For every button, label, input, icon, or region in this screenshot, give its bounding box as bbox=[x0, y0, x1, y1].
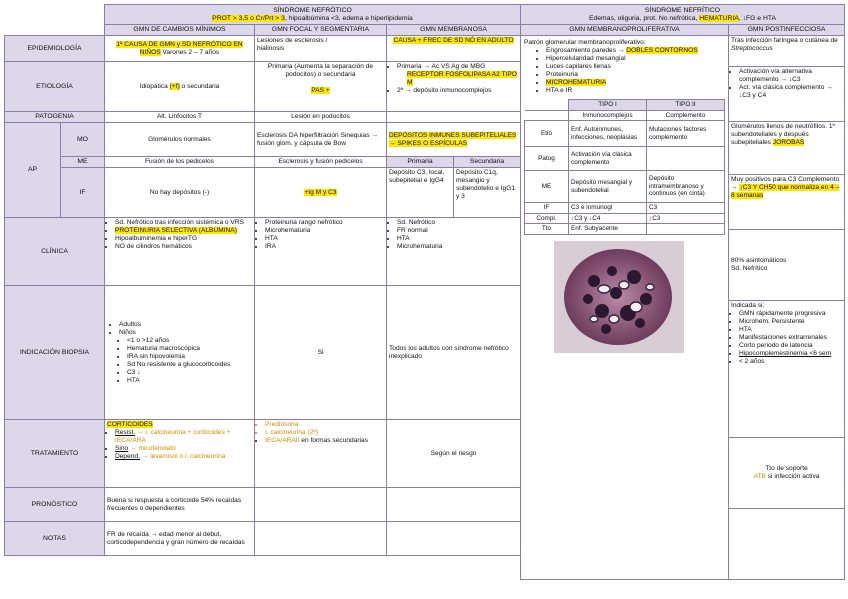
if-primaria: Depósito C3, local, subepitelial e IgG4 bbox=[387, 168, 454, 218]
etio-membranosa: • Primaria → Ac VS Ag de MBG RECEPTOR FOSFOLIPASA A2 TIPO M • 2ª → depósito inmunocomplejos bbox=[387, 62, 521, 112]
col-focal-segmentaria: GMN FOCAL Y SEGMENTARIA bbox=[255, 25, 387, 36]
pron-cambios-minimos: Buena si respuesta a corticoide 54% recaídas frecuentes o dependientes bbox=[105, 488, 255, 522]
tipo-2-cell: C3 bbox=[647, 203, 725, 214]
tipo-1-cell: Activación vía clásica complemento bbox=[569, 147, 647, 171]
tipo-row bbox=[525, 121, 725, 147]
ap-mo-label: MO bbox=[61, 123, 105, 157]
glomerulus-micrograph bbox=[554, 241, 684, 353]
nefritico-header bbox=[521, 5, 845, 25]
tipo-row bbox=[525, 224, 725, 235]
row-notas: NOTAS bbox=[5, 522, 105, 556]
tipo-row-label: IF bbox=[525, 203, 569, 214]
nefrotico-table bbox=[4, 4, 521, 556]
clinica-item: • Hipoalbuminemia e hiperTG bbox=[115, 235, 252, 243]
row-clinica: CLÍNICA bbox=[5, 218, 105, 286]
etio-focal: Primaria (Aumenta la separación de podocitos) o secundaria PAS + bbox=[255, 62, 387, 112]
pi-biopsia: Indicada si; • GMN rápidamente progresiva • Microhem. Persistente • HTA • Manifestaciones extrarrenales • Corto periodo de latencia • Hipocomplemestinemia <6 sem • < 2 años bbox=[729, 301, 845, 438]
clinica-list bbox=[107, 219, 252, 251]
pi-pronostico-notas bbox=[729, 509, 845, 580]
nefritico-subtitle: Edemas, oliguria, prot. No nefrótica, HEMATURIA, ↓FG e HTA bbox=[588, 14, 777, 22]
bio-membranosa: Todos los adultos con síndrome nefrótico inexplicado bbox=[387, 286, 521, 420]
tipo-1-cell: Enf. Autoinmunes, infecciones, neoplasias bbox=[569, 121, 647, 147]
membranoproliferativa-cell: Patrón glomerular membranoproliferativo: • Engrosamiento paredes → DOBLES CONTORNOS • Hipercelularidad mesangial • Luces capilares llenas • Proteinuria • MICROHEMATURIA • HTA e IR TIPO I TIPO II Inmunocomplejos Complemento Etio Enf. Autoinmunes, infecciones, neoplasias Mutaciones factores complemento Patog Activación vía clásica complemento ME Depósito mesangial y subendotelial Depósito intramembranoso y continuos (en cinta) IF C3 e inmunogl C3 Compl. ↓C3 y ↓C4 ↓C3 Tto Enf. Subyacente bbox=[521, 36, 729, 580]
mp-pattern-item: • Luces capilares llenas bbox=[546, 63, 725, 71]
epi-cambios-minimos: 1ª CAUSA DE GMN y SD NEFRÓTICO EN NIÑOS Varones 2 – 7 años bbox=[105, 36, 255, 62]
me-primaria: Primaria bbox=[387, 157, 454, 168]
clin-membranosa: • Sd. Nefrótico • FR normal • HTA • Microhematuria bbox=[387, 218, 521, 286]
notas-focal bbox=[255, 522, 387, 556]
tipo-rows bbox=[525, 110, 725, 234]
tipo-1-cell: C3 e inmunogl bbox=[569, 203, 647, 214]
tipo-2-cell: Depósito intramembranoso y continuos (en cinta) bbox=[647, 171, 725, 203]
tipo-row bbox=[525, 147, 725, 171]
clinica-item: • PROTEINURIA SELECTIVA (ALBÚMINA) bbox=[115, 227, 252, 235]
pi-if: Muy positivos para C3 Complemento → ↓C3 Y CH50 que normaliza en 4 – 8 semanas bbox=[729, 175, 845, 230]
if-cambios-minimos: No hay depósitos (-) bbox=[105, 168, 255, 218]
tipo-row bbox=[525, 213, 725, 224]
etio-cambios-minimos: Idiopática (+f) o secundaria bbox=[105, 62, 255, 112]
mo-cambios-minimos: Glomérulos normales bbox=[105, 123, 255, 157]
nefrotico-subtitle: PROT > 3,5 o Cr/Prt > 3, hipoalbúmina <3, edema e hiperlipidemia bbox=[212, 14, 413, 22]
tipo-2-header: TIPO II bbox=[647, 100, 725, 111]
pi-tratamiento: Tto de soporte ATB si infección activa bbox=[729, 438, 845, 509]
tipo-row bbox=[525, 203, 725, 214]
pron-membranosa bbox=[387, 488, 521, 522]
pi-etiologia: • Activación vía alternativa complemento → ↓C3 • Act. vía clásica complemento → ↓C3 y C4 bbox=[729, 67, 845, 122]
mp-pattern-item: • Engrosamiento paredes → DOBLES CONTORNOS bbox=[546, 47, 725, 55]
nefrotico-title: SÍNDROME NEFRÓTICO bbox=[273, 6, 352, 14]
row-pronostico: PRONÓSTICO bbox=[5, 488, 105, 522]
me-secundaria: Secundaria bbox=[454, 157, 521, 168]
tipo-1-header: TIPO I bbox=[569, 100, 647, 111]
mo-membranosa: DEPÓSITOS INMUNES SUBEPITELIALES → SPIKES O ESPÍCULAS bbox=[387, 123, 521, 157]
tipo-row bbox=[525, 110, 725, 121]
col-membranoproliferativa: GMN MEMBRANOPROLIFERATIVA bbox=[521, 25, 729, 36]
tipo-row-label: Patog bbox=[525, 147, 569, 171]
me-focal: Esclerosis y fusión pedicelos bbox=[255, 157, 387, 168]
mp-pattern-item: • Proteinuria bbox=[546, 71, 725, 79]
notas-cambios-minimos: FR de recaída → edad menor al debut, corticodependencia y gran número de recaídas bbox=[105, 522, 255, 556]
tipo-row bbox=[525, 171, 725, 203]
tipo-2-cell: ↓C3 bbox=[647, 213, 725, 224]
row-epidemiologia: EPIDEMIOLOGÍA bbox=[5, 36, 105, 62]
tipo-2-cell: Complemento bbox=[647, 110, 725, 121]
tipo-2-cell bbox=[647, 224, 725, 235]
me-cambios-minimos: Fusión de los pedicelos bbox=[105, 157, 255, 168]
pron-focal bbox=[255, 488, 387, 522]
tto-cambios-minimos: CORTICOIDES • Resist. → i. calcineurina + corticoides + IECA/ARA • Sino → micofenolato • Depend. → levamisol o i. calcineurina bbox=[105, 420, 255, 488]
row-ap: AP bbox=[5, 123, 61, 218]
bio-cambios-minimos: • Adultos • Niños • <1 o >12 años • Hematuria macroscópica • IRA sin hipovolemia • Sd No resistente a glucocorticoides • C3 ↓ • HTA bbox=[105, 286, 255, 420]
tipo-row-label: Tto bbox=[525, 224, 569, 235]
tipo-row-label: Etio bbox=[525, 121, 569, 147]
tipo-row-label: Compl. bbox=[525, 213, 569, 224]
mp-pattern-list bbox=[524, 47, 725, 95]
pat-cambios-minimos: Alt. Linfocitos T bbox=[105, 112, 255, 123]
row-tratamiento: TRATAMIENTO bbox=[5, 420, 105, 488]
notas-membranosa bbox=[387, 522, 521, 556]
row-etiologia: ETIOLOGÍA bbox=[5, 62, 105, 112]
if-focal: +Ig M y C3 bbox=[255, 168, 387, 218]
col-postinfecciosa: GMN POSTINFECCIOSA bbox=[729, 25, 845, 36]
tipo-1-cell: Depósito mesangial y subendotelial bbox=[569, 171, 647, 203]
ap-me-label: ME bbox=[61, 157, 105, 168]
epi-focal: Lesiones de esclerosis / hialinosis bbox=[255, 36, 387, 62]
clin-cambios-minimos bbox=[105, 218, 255, 286]
epi-membranosa: CAUSA + FREC DE SD NÓ EN ADULTO bbox=[387, 36, 521, 62]
tipo-table bbox=[524, 99, 725, 235]
tipo-1-cell: Enf. Subyacente bbox=[569, 224, 647, 235]
tipo-2-cell: Mutaciones factores complemento bbox=[647, 121, 725, 147]
tto-membranosa: Según el riesgo bbox=[387, 420, 521, 488]
bio-focal: Si bbox=[255, 286, 387, 420]
pi-mo: Glomérulos llenos de neutrófilos. 1º subendoteliales y después subepiteliales JOROBAS bbox=[729, 122, 845, 175]
tipo-row-label bbox=[525, 110, 569, 121]
nefrotico-header bbox=[105, 5, 521, 25]
clin-focal: • Proteinuria rango nefrótico • Microhematuria • HTA • IRA bbox=[255, 218, 387, 286]
row-indicacion-biopsia: INDICACIÓN BIOPSIA bbox=[5, 286, 105, 420]
nefritico-table bbox=[520, 4, 845, 580]
clinica-item: • NO de cilindros hemáticos bbox=[115, 243, 252, 251]
pat-focal: Lesión en podocitos bbox=[255, 112, 387, 123]
mp-pattern-item: • MICROHEMATURIA bbox=[546, 79, 725, 87]
histology-image bbox=[554, 241, 725, 356]
tto-focal: • Prednisona • I. calcineurina (2ª) • IECA/ARAII en formas secundarias bbox=[255, 420, 387, 488]
pi-epidemiologia: Tras infección faríngea o cutánea de Streptococcus bbox=[729, 36, 845, 67]
tipo-2-cell bbox=[647, 147, 725, 171]
mp-pattern-item: • Hipercelularidad mesangial bbox=[546, 55, 725, 63]
tipo-row-label: ME bbox=[525, 171, 569, 203]
pat-membranosa bbox=[387, 112, 521, 123]
row-patogenia: PATOGENIA bbox=[5, 112, 105, 123]
mo-focal: Esclerosis DA hiperfiltración Sinequias → fusión glom. y cápsula de Bow bbox=[255, 123, 387, 157]
ap-if-label: IF bbox=[61, 168, 105, 218]
tipo-1-cell: ↓C3 y ↓C4 bbox=[569, 213, 647, 224]
pi-clinica: 80% asintomáticos Sd. Nefrítico bbox=[729, 230, 845, 301]
nefritico-title: SÍNDROME NEFRÍTICO bbox=[644, 6, 721, 14]
clinica-item: • Sd. Nefrótico tras infección sistémica o VRS bbox=[115, 219, 252, 227]
col-cambios-minimos: GMN DE CAMBIOS MÍNIMOS bbox=[105, 25, 255, 36]
col-membranosa: GMN MEMBRANOSA bbox=[387, 25, 521, 36]
mp-pattern-item: • HTA e IR bbox=[546, 87, 725, 95]
if-secundaria: Depósito C1q, mesangio y subendotelio e IgG1 y 3 bbox=[454, 168, 521, 218]
tipo-1-cell: Inmunocomplejos bbox=[569, 110, 647, 121]
